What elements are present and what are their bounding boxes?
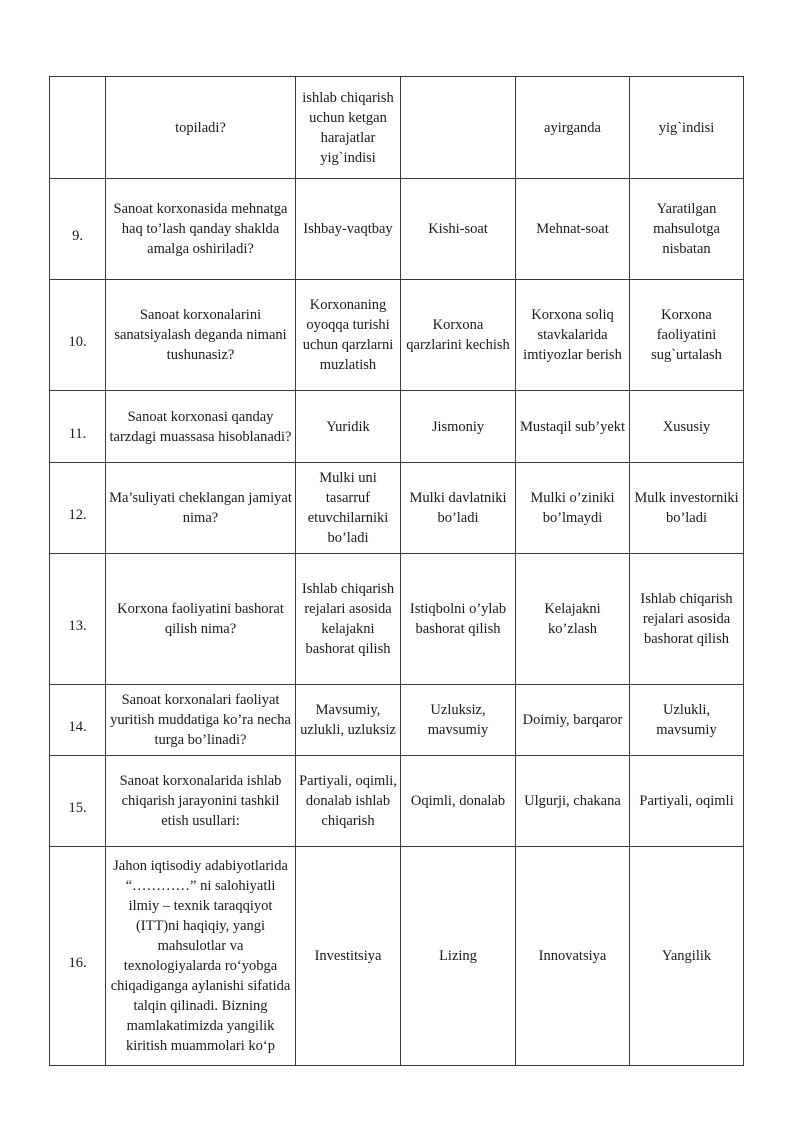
answer-d: Mulk investorniki bo’ladi xyxy=(630,463,744,554)
question-text: Korxona faoliyatini bashorat qilish nima? xyxy=(106,554,296,685)
question-text: Jahon iqtisodiy adabiyotlarida “…………” ni salohiyatli ilmiy – texnik taraqqiyot (ITT)ni haqiqiy, yangi mahsulotlar va texnologiyalarda ro‘yobga chiqadiganga aylanishi sifatida talqin qilinadi. Bizning mamlakatimizda yangilik kiritish muammolari ko‘p xyxy=(106,847,296,1066)
answer-a: Mulki uni tasarruf etuvchilarniki bo’ladi xyxy=(296,463,401,554)
answer-c: Doimiy, barqaror xyxy=(516,685,630,756)
answer-c: Innovatsiya xyxy=(516,847,630,1066)
answer-d: Uzlukli, mavsumiy xyxy=(630,685,744,756)
answer-c: Mulki o’ziniki bo’lmaydi xyxy=(516,463,630,554)
answer-b: Mulki davlatniki bo’ladi xyxy=(401,463,516,554)
answer-b: Uzluksiz, mavsumiy xyxy=(401,685,516,756)
answer-b: Korxona qarzlarini kechish xyxy=(401,280,516,391)
question-number: 10. xyxy=(50,280,106,391)
answer-c: ayirganda xyxy=(516,77,630,179)
answer-a: Investitsiya xyxy=(296,847,401,1066)
question-text: Sanoat korxonalari faoliyat yuritish muddatiga ko’ra necha turga bo’linadi? xyxy=(106,685,296,756)
answer-a: Ishbay-vaqtbay xyxy=(296,179,401,280)
question-number: 16. xyxy=(50,847,106,1066)
answer-c: Mustaqil sub’yekt xyxy=(516,391,630,463)
table-row xyxy=(50,847,744,1066)
answer-d: Korxona faoliyatini sug`urtalash xyxy=(630,280,744,391)
question-text: Sanoat korxonalarini sanatsiyalash deganda nimani tushunasiz? xyxy=(106,280,296,391)
answer-d: Yangilik xyxy=(630,847,744,1066)
answer-c: Ulgurji, chakana xyxy=(516,756,630,847)
answer-b: Oqimli, donalab xyxy=(401,756,516,847)
table-row xyxy=(50,685,744,756)
question-number xyxy=(50,77,106,179)
answer-a: Partiyali, oqimli, donalab ishlab chiqarish xyxy=(296,756,401,847)
answer-c: Mehnat-soat xyxy=(516,179,630,280)
questions-table xyxy=(49,76,744,1066)
answer-b: Istiqbolni o’ylab bashorat qilish xyxy=(401,554,516,685)
answer-a: Korxonaning oyoqqa turishi uchun qarzlarni muzlatish xyxy=(296,280,401,391)
answer-b: Lizing xyxy=(401,847,516,1066)
table-row xyxy=(50,280,744,391)
answer-a: Ishlab chiqarish rejalari asosida kelajakni bashorat qilish xyxy=(296,554,401,685)
table-row xyxy=(50,463,744,554)
answer-c: Korxona soliq stavkalarida imtiyozlar berish xyxy=(516,280,630,391)
question-number: 11. xyxy=(50,391,106,463)
question-text: Sanoat korxonasi qanday tarzdagi muassasa hisoblanadi? xyxy=(106,391,296,463)
question-number: 13. xyxy=(50,554,106,685)
answer-b: Kishi-soat xyxy=(401,179,516,280)
answer-d: Yaratilgan mahsulotga nisbatan xyxy=(630,179,744,280)
question-text: topiladi? xyxy=(106,77,296,179)
answer-d: Xususiy xyxy=(630,391,744,463)
answer-b: Jismoniy xyxy=(401,391,516,463)
table-row xyxy=(50,179,744,280)
answer-d: yig`indisi xyxy=(630,77,744,179)
question-text: Ma’suliyati cheklangan jamiyat nima? xyxy=(106,463,296,554)
table-row xyxy=(50,391,744,463)
answer-b xyxy=(401,77,516,179)
answer-d: Ishlab chiqarish rejalari asosida bashorat qilish xyxy=(630,554,744,685)
answer-a: Mavsumiy, uzlukli, uzluksiz xyxy=(296,685,401,756)
answer-a: Yuridik xyxy=(296,391,401,463)
question-text: Sanoat korxonalarida ishlab chiqarish jarayonini tashkil etish usullari: xyxy=(106,756,296,847)
table-row xyxy=(50,77,744,179)
question-number: 9. xyxy=(50,179,106,280)
table-row xyxy=(50,756,744,847)
question-text: Sanoat korxonasida mehnatga haq to’lash qanday shaklda amalga oshiriladi? xyxy=(106,179,296,280)
answer-c: Kelajakni ko’zlash xyxy=(516,554,630,685)
question-number: 14. xyxy=(50,685,106,756)
answer-d: Partiyali, oqimli xyxy=(630,756,744,847)
answer-a: ishlab chiqarish uchun ketgan harajatlar yig`indisi xyxy=(296,77,401,179)
question-number: 12. xyxy=(50,463,106,554)
question-number: 15. xyxy=(50,756,106,847)
table-row xyxy=(50,554,744,685)
